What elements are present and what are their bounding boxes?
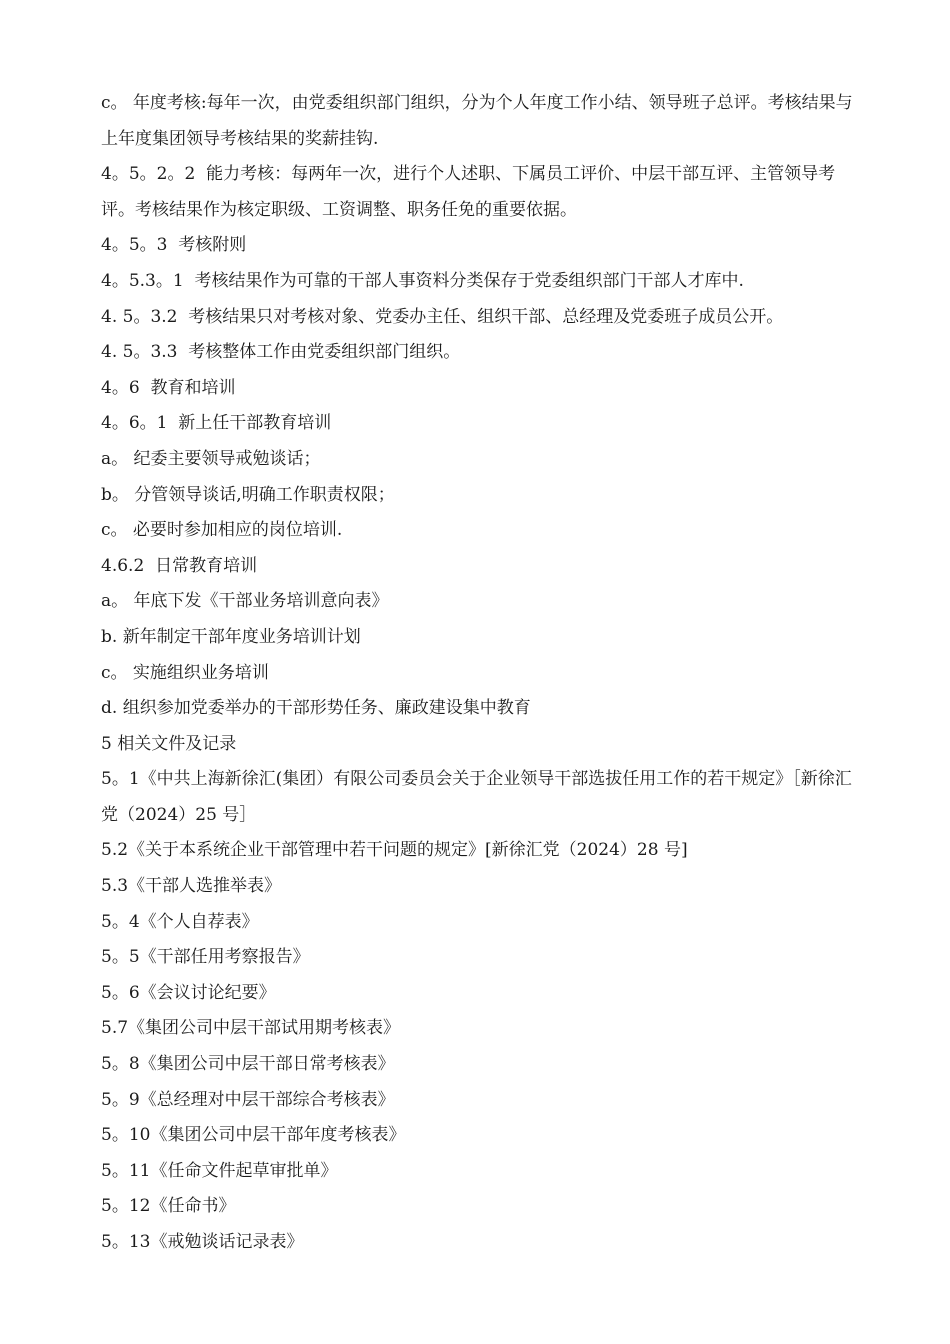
document-ref-5-6: 5。6《会议讨论纪要》 — [101, 982, 276, 1003]
list-item-b: b。 分管领导谈话,明确工作职责权限； — [101, 484, 395, 505]
paragraph-ability-assessment: 4。5。2。2 能力考核：每两年一次，进行个人述职、下属员工评价、中层干部互评、主管领导考评。考核结果作为核定职级、工资调整、职务任免的重要依据。 — [101, 164, 836, 220]
heading-new-cadre-training: 4。6。1 新上任干部教育培训 — [101, 413, 332, 434]
paragraph-rule-2: 4. 5。3.2 考核结果只对考核对象、党委办主任、组织干部、总经理及党委班子成员公开。 — [101, 306, 784, 327]
document-ref-5-1: 5。1《中共上海新徐汇(集团）有限公司委员会关于企业领导干部选拔任用工作的若干规定》［新徐汇党（2024）25 号］ — [101, 769, 852, 825]
document-ref-5-5: 5。5《干部任用考察报告》 — [101, 947, 310, 968]
heading-assessment-rules: 4。5。3 考核附则 — [101, 235, 247, 256]
document-ref-5-3: 5.3《干部人选推举表》 — [101, 876, 282, 897]
list-item-b: b. 新年制定干部年度业务培训计划 — [101, 626, 361, 647]
document-ref-5-13: 5。13《戒勉谈话记录表》 — [101, 1232, 304, 1252]
heading-education-training: 4。6 教育和培训 — [101, 377, 236, 398]
document-body — [101, 86, 861, 1261]
paragraph-annual-assessment: c。 年度考核:每年一次，由党委组织部门组织，分为个人年度工作小结、领导班子总评。考核结果与上年度集团领导考核结果的奖薪挂钩. — [101, 93, 853, 149]
document-ref-5-2: 5.2《关于本系统企业干部管理中若干问题的规定》[新徐汇党（2024）28 号] — [101, 840, 688, 861]
list-item-a: a。 纪委主要领导戒勉谈话； — [101, 448, 321, 469]
document-ref-5-12: 5。12《任命书》 — [101, 1196, 236, 1217]
list-item-c: c。 实施组织业务培训 — [101, 662, 269, 683]
list-item-d: d. 组织参加党委举办的干部形势任务、廉政建设集中教育 — [101, 698, 531, 719]
list-item-a: a。 年底下发《干部业务培训意向表》 — [101, 591, 389, 612]
paragraph-rule-1: 4。5.3。1 考核结果作为可靠的干部人事资料分类保存于党委组织部门干部人才库中. — [101, 270, 744, 291]
document-ref-5-10: 5。10《集团公司中层干部年度考核表》 — [101, 1125, 406, 1146]
heading-related-documents: 5 相关文件及记录 — [101, 733, 237, 754]
document-ref-5-4: 5。4《个人自荐表》 — [101, 911, 259, 932]
document-ref-5-8: 5。8《集团公司中层干部日常考核表》 — [101, 1054, 395, 1075]
document-ref-5-11: 5。11《任命文件起草审批单》 — [101, 1160, 338, 1181]
paragraph-rule-3: 4. 5。3.3 考核整体工作由党委组织部门组织。 — [101, 342, 461, 363]
document-ref-5-9: 5。9《总经理对中层干部综合考核表》 — [101, 1089, 395, 1110]
document-ref-5-7: 5.7《集团公司中层干部试用期考核表》 — [101, 1018, 401, 1039]
heading-daily-training: 4.6.2 日常教育培训 — [101, 555, 258, 576]
list-item-c: c。 必要时参加相应的岗位培训. — [101, 520, 343, 541]
